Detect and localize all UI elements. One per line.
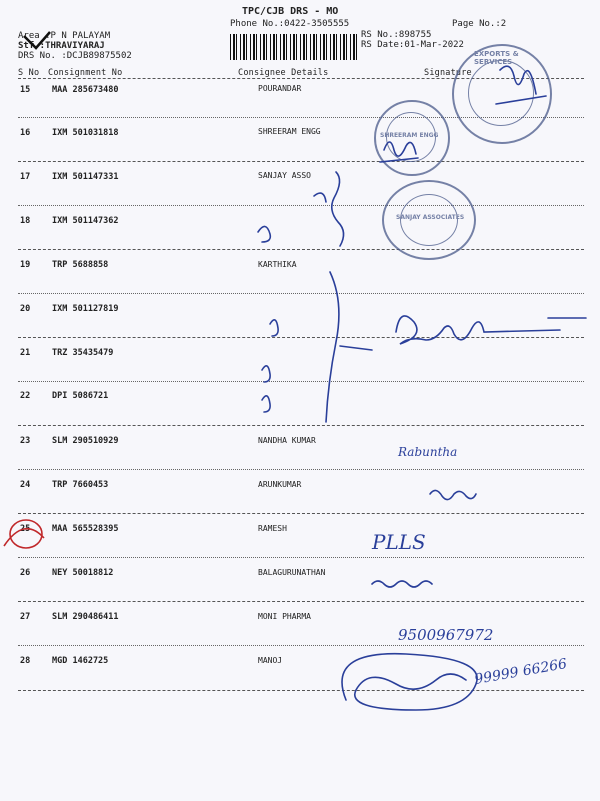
row-sno: 21	[20, 348, 31, 358]
column-header-consignment: Consignment No	[48, 68, 123, 78]
row-consignment: SLM 290486411	[52, 612, 119, 622]
handwritten-phone: 9500967972	[398, 626, 494, 644]
row-sno: 20	[20, 304, 31, 314]
handwritten-note: PLLS	[372, 530, 426, 554]
column-header-signature: Signature	[424, 68, 472, 78]
row-consignee: NANDHA KUMAR	[258, 436, 316, 445]
document-title: TPC/CJB DRS - MO	[242, 6, 339, 17]
row-consignee: RAMESH	[258, 524, 287, 533]
row-consignment: IXM 501031818	[52, 128, 119, 138]
row-sno: 26	[20, 568, 31, 578]
row-consignment: TRZ 35435479	[52, 348, 114, 358]
row-consignee: SANJAY ASSO	[258, 171, 311, 180]
stamp-text: SANJAY ASSOCIATES	[396, 214, 465, 221]
row-sno: 18	[20, 216, 31, 226]
column-header-sno: S No	[18, 68, 40, 78]
row-sno: 28	[20, 656, 31, 666]
row-consignment: TRP 5688858	[52, 260, 109, 270]
row-consignee: BALAGURUNATHAN	[258, 568, 326, 577]
rs-number: RS No.:898755	[361, 30, 432, 40]
row-consignment: MAA 285673480	[52, 85, 119, 95]
row-consignee: POURANDAR	[258, 84, 302, 93]
row-consignment: SLM 290510929	[52, 436, 119, 446]
row-consignment: DPI 5086721	[52, 391, 109, 401]
row-sno: 22	[20, 391, 31, 401]
drs-number: DRS No. :DCJB89875502	[18, 51, 132, 61]
row-sno: 15	[20, 85, 31, 95]
row-consignment: IXM 501147362	[52, 216, 119, 226]
row-consignment: IXM 501147331	[52, 172, 119, 182]
stamp-text: SHREERAM ENGG	[380, 132, 439, 139]
row-consignee: ARUNKUMAR	[258, 480, 302, 489]
row-consignee: SHREERAM ENGG	[258, 127, 321, 136]
handwritten-phone: 99999 66266	[473, 656, 569, 688]
row-consignment: IXM 501127819	[52, 304, 119, 314]
column-header-consignee: Consignee Details	[238, 68, 329, 78]
row-sno: 23	[20, 436, 31, 446]
phone-number: Phone No.:0422-3505555	[230, 19, 350, 29]
stamp-text: EXPORTS & SERVICES	[474, 50, 519, 66]
row-sno: 17	[20, 172, 31, 182]
row-sno: 24	[20, 480, 31, 490]
row-consignment: MAA 565528395	[52, 524, 119, 534]
row-consignment: MGD 1462725	[52, 656, 109, 666]
row-sno: 16	[20, 128, 31, 138]
area-label: Area :P N PALAYAM	[18, 31, 111, 41]
row-consignment: TRP 7660453	[52, 480, 109, 490]
row-sno: 25	[20, 524, 31, 534]
row-consignee: KARTHIKA	[258, 260, 297, 269]
handwritten-note: Rabuntha	[398, 445, 458, 459]
page-number: Page No.:2	[452, 19, 507, 29]
row-consignee: MONI PHARMA	[258, 612, 311, 621]
row-sno: 19	[20, 260, 31, 270]
rs-date: RS Date:01-Mar-2022	[361, 40, 464, 50]
row-consignee: MANOJ	[258, 656, 283, 665]
staff-label: Stf :THRAVIYARAJ	[18, 41, 105, 51]
row-sno: 27	[20, 612, 31, 622]
row-consignment: NEY 50018812	[52, 568, 114, 578]
